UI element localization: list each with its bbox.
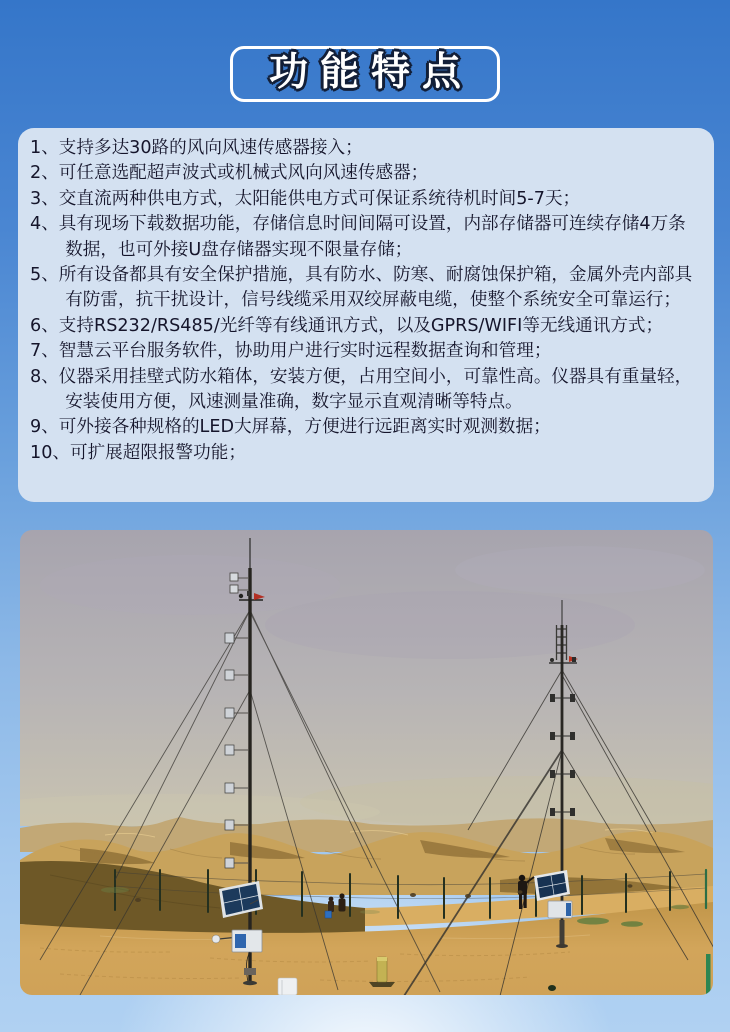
feature-item: 5、所有设备都具有安全保护措施，具有防水、防寒、耐腐蚀保护箱，金属外壳内部具有防雷，抗干扰设计，信号线缆采用双绞屏蔽电缆，使整个系统安全可靠运行； bbox=[30, 265, 693, 311]
feature-item: 2、可任意选配超声波式或机械式风向风速传感器； bbox=[30, 163, 429, 184]
feature-item: 7、智慧云平台服务软件，协助用户进行实时远程数据查询和管理； bbox=[30, 341, 552, 362]
feature-item: 8、仪器采用挂壁式防水箱体，安装方便，占用空间小，可靠性高。仪器具有重量轻，安装使用方便，风速测量准确，数字显示直观清晰等特点。 bbox=[30, 366, 693, 413]
section-title-banner bbox=[230, 46, 500, 102]
rain-gauge-cylinder bbox=[278, 978, 297, 995]
feature-item: 10、可扩展超限报警功能； bbox=[30, 442, 246, 463]
feature-item: 4、具有现场下载数据功能，存储信息时间间隔可设置，内部存储器可连续存储4万条数据，也可外接U盘存储器实现不限量存储； bbox=[30, 214, 686, 260]
feature-item: 3、交直流两种供电方式，太阳能供电方式可保证系统待机时间5-7天； bbox=[30, 188, 581, 209]
right-equipment-box bbox=[548, 901, 572, 918]
feature-item: 1、支持多达30路的风向风速传感器接入； bbox=[30, 138, 363, 158]
product-photo bbox=[20, 530, 713, 995]
desert-monitoring-photo-illustration bbox=[20, 530, 713, 995]
feature-item: 9、可外接各种规格的LED大屏幕，方便进行远距离实时观测数据； bbox=[30, 417, 551, 438]
features-panel bbox=[18, 128, 714, 502]
feature-item: 6、支持RS232/RS485/光纤等有线通讯方式，以及GPRS/WIFI等无线通讯方式； bbox=[30, 315, 664, 336]
section-title: 功能特点 bbox=[268, 50, 474, 95]
dunes bbox=[20, 817, 713, 995]
green-fence-post bbox=[706, 954, 711, 994]
dark-plant bbox=[548, 985, 556, 991]
blue-bucket bbox=[325, 911, 332, 918]
sky bbox=[20, 530, 713, 830]
